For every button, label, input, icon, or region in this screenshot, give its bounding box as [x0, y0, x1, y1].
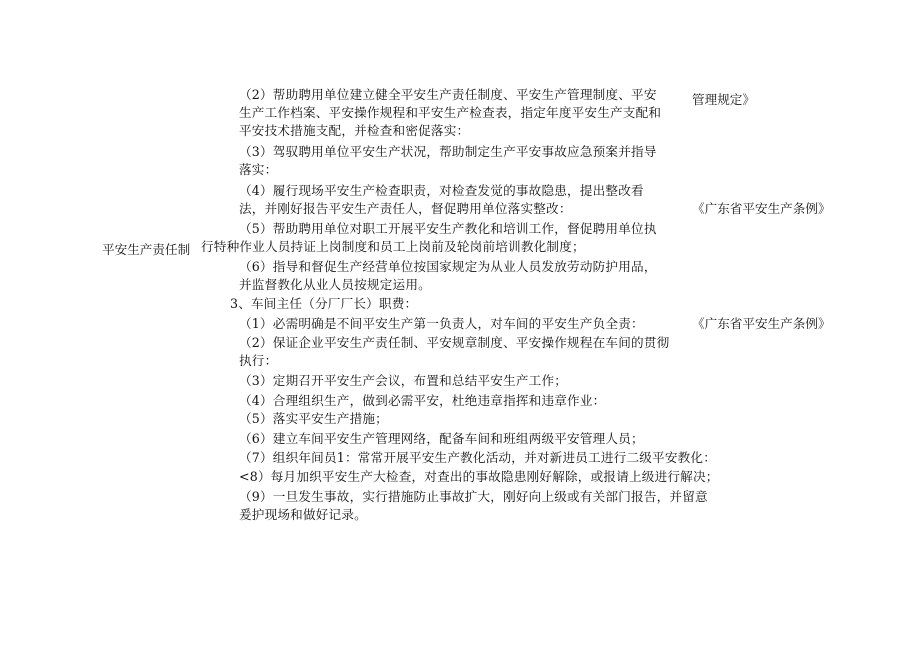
- reference-note: 《广东省平安生产条例》: [692, 316, 831, 331]
- body-line: （4）合理组织生产，做到必需平安，杜绝违章指挥和违章作业：: [239, 393, 606, 408]
- body-line: （6）建立车间平安生产管理网络，配备车间和班组两级平安管理人员；: [239, 431, 644, 446]
- body-line: （5）帮助聘用单位对职工开展平安生产教化和培训工作，督促聘用单位执: [239, 221, 657, 236]
- body-line: 3、车间主任（分厂厂长）职费：: [230, 296, 418, 311]
- body-line: 法，并刚好报告平安生产责任人，督促聘用单位落实整改：: [239, 201, 572, 216]
- body-line: （5）落实平安生产措施；: [239, 411, 388, 426]
- body-line: （2）保证企业平安生产责任制、平安规章制度、平安操作规程在车间的贯彻: [239, 335, 670, 350]
- body-line: <8）每月加织平安生产大检查，对查出的事故隐患刚好解除，或报请上级进行解决；: [239, 469, 719, 484]
- body-line: （7）组织年间员1：常常开展平安生产教化活动，并对新进员工进行二级平安教化：: [239, 450, 716, 465]
- body-line: （2）帮助聘用单位建立健全平安生产责任制度、平安生产管理制度、平安: [239, 87, 657, 102]
- body-line: （3）驾驭聘用单位平安生产状况，帮助制定生产平安事故应急预案并指导: [239, 144, 657, 159]
- left-category-label: 平安生产责任制: [102, 242, 191, 257]
- body-line: （6）指导和督促生产经营单位按国家规定为从业人员发放劳动防护用品，: [239, 259, 657, 274]
- body-line: 并监督教化从业人员按规定运用。: [239, 277, 431, 292]
- body-line: 爰护现场和做好记录。: [239, 507, 367, 522]
- reference-note: 《广东省平安生产条例》: [692, 201, 831, 216]
- body-line: 执行：: [239, 353, 278, 368]
- body-line: 生产工作档案、平安操作规程和平安生产检查表，指定年度平安生产支配和: [239, 105, 662, 120]
- body-line: 落实：: [239, 162, 278, 177]
- body-line: （4）履行现场平安生产检查职责，对检查发觉的事故隐患，提出整改看: [239, 183, 644, 198]
- body-line: （1）必需明确是不间平安生产第一负责人，对车间的平安生产负全责：: [239, 316, 644, 331]
- body-line: （9）一旦发生事故，实行措施防止事故扩大，刚好向上级或有关部门报告，并留意: [239, 489, 708, 504]
- body-line: （3）定期召开平安生产会议，布置和总结平安生产工作；: [239, 373, 568, 388]
- body-line: 平安技术措施支配，并检查和密促落实：: [239, 123, 470, 138]
- body-line: 行特种作业人员持证上岗制度和员工上岗前及轮岗前培训教化制度；: [201, 239, 585, 254]
- reference-note: 管理规定》: [692, 92, 755, 107]
